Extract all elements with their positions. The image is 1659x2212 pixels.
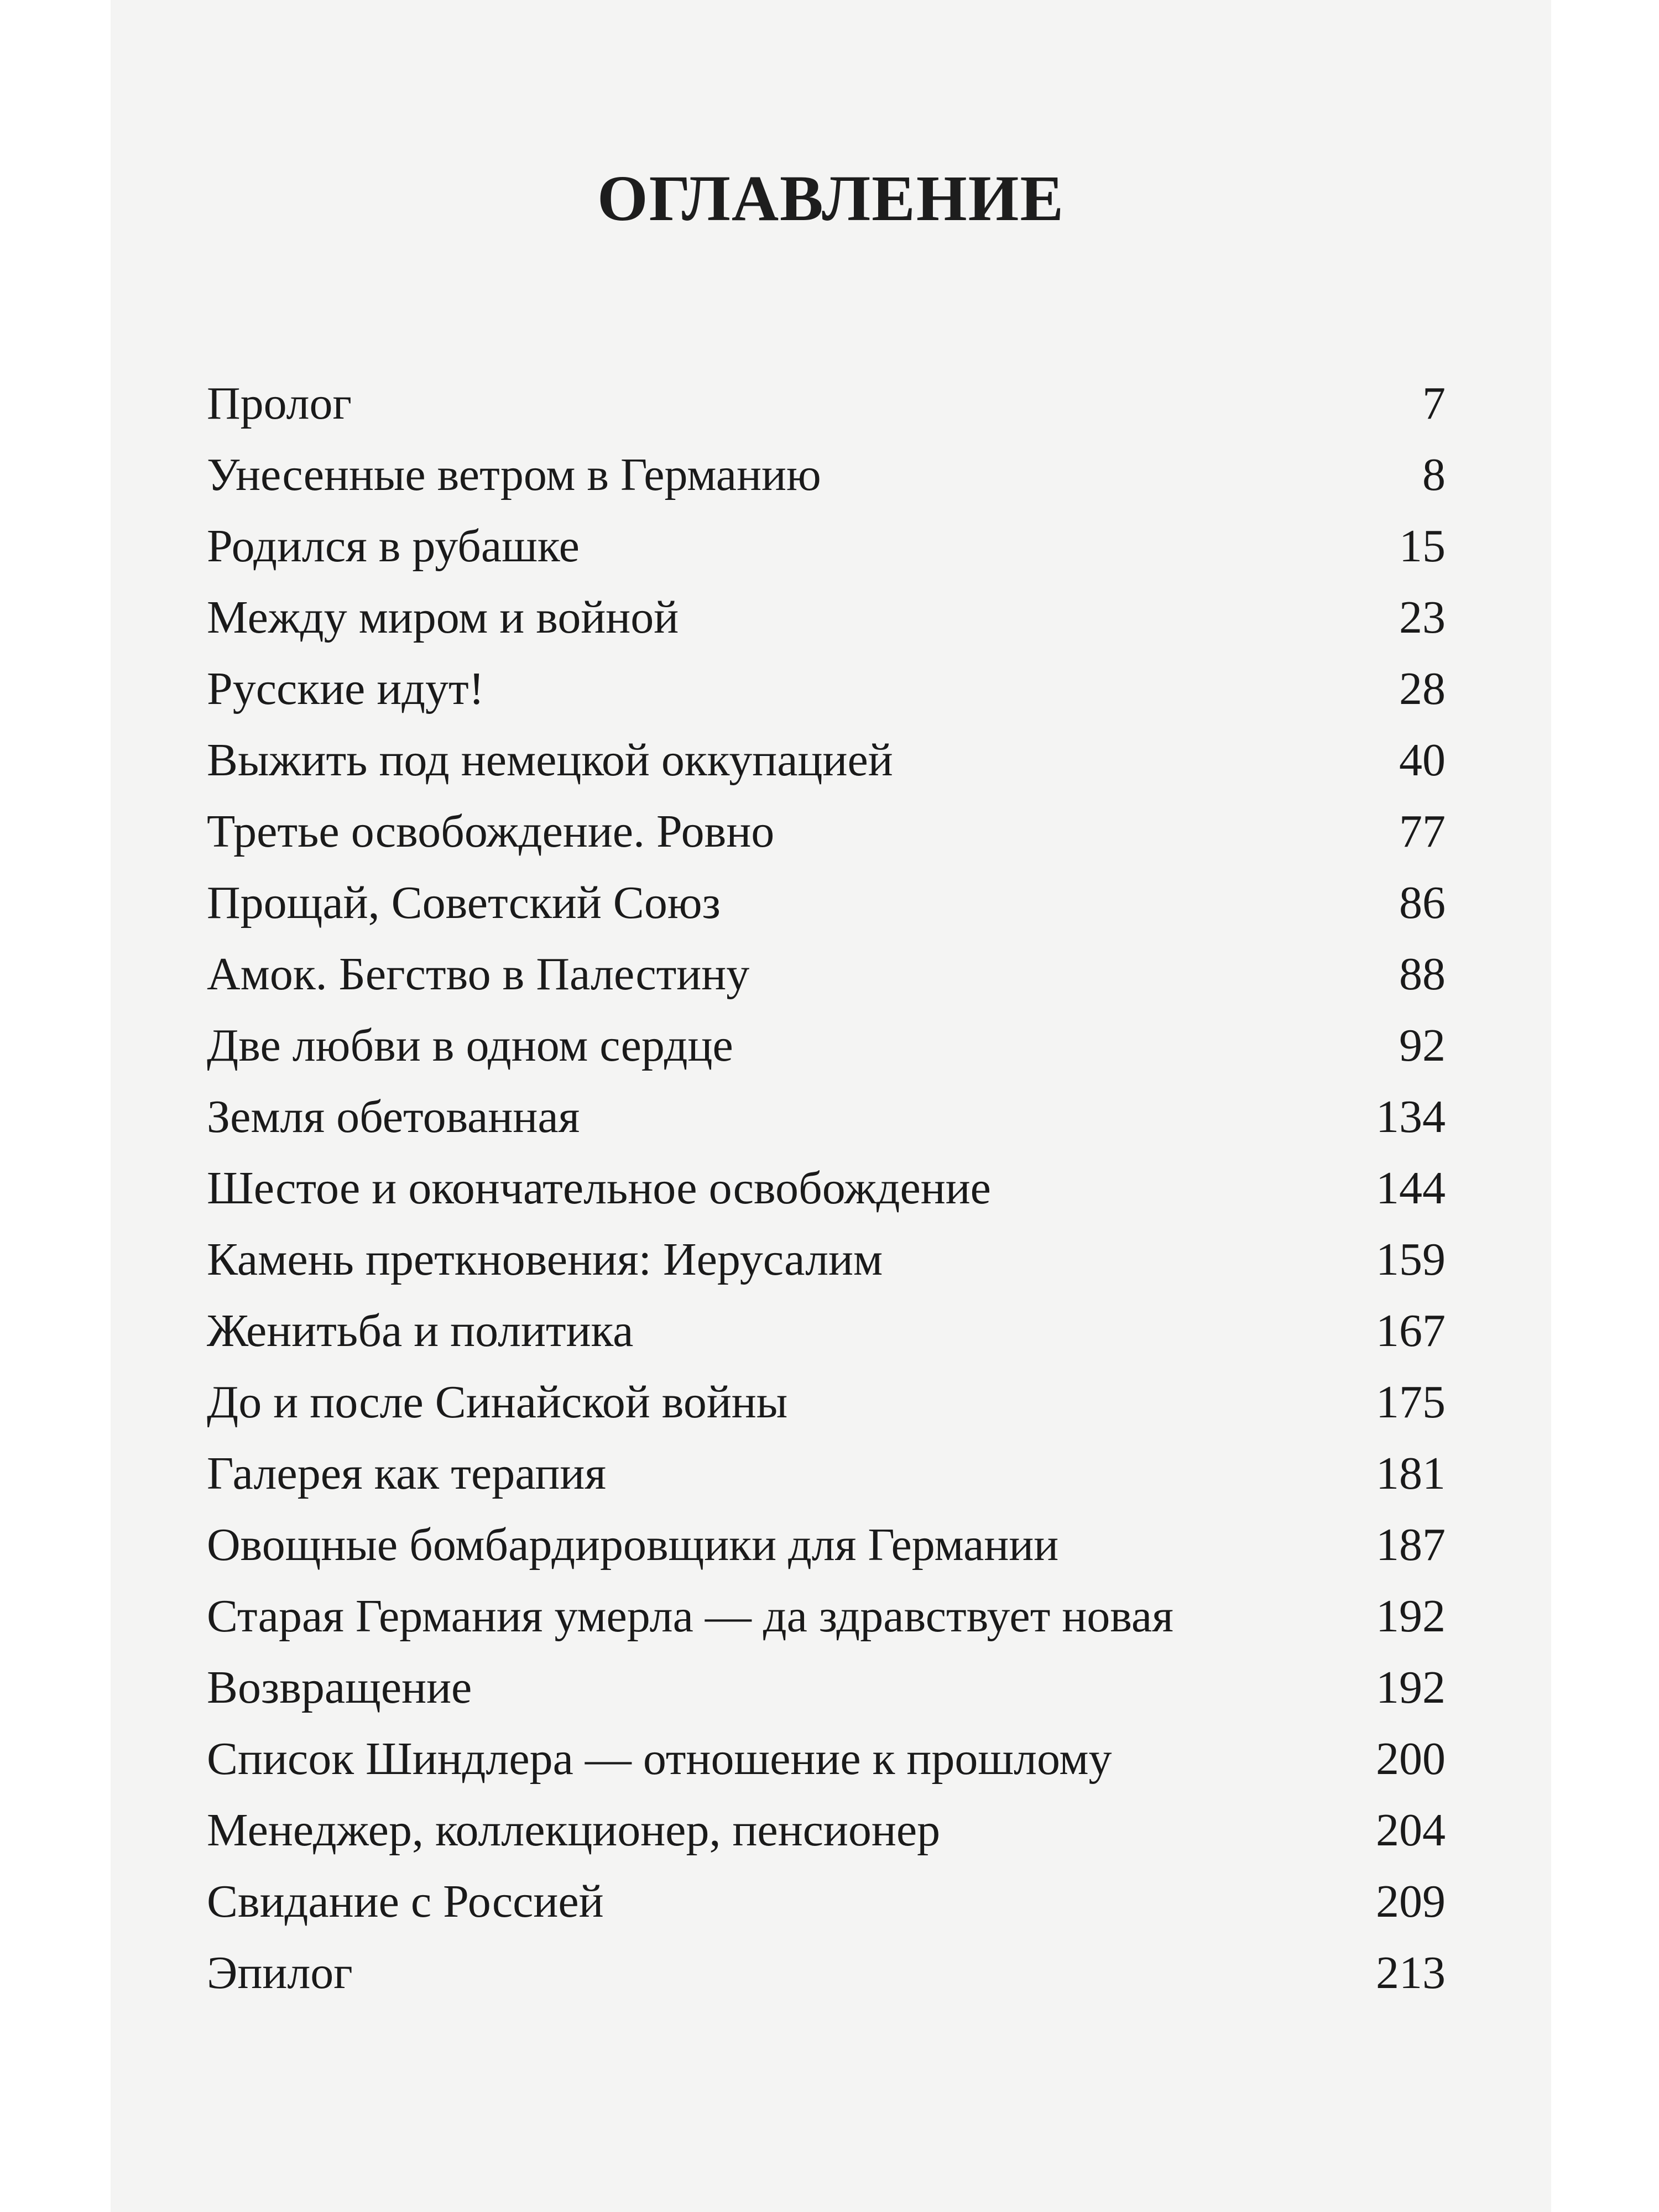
toc-entry-page: 175 xyxy=(1376,1376,1446,1428)
toc-entry xyxy=(207,582,1446,653)
toc-entry-title: Прощай, Советский Союз xyxy=(207,877,721,928)
toc-entry-title: Свидание с Россией xyxy=(207,1876,604,1927)
toc-entry-title: Эпилог xyxy=(207,1947,353,1999)
toc-entry-page: 187 xyxy=(1376,1519,1446,1571)
toc-entry xyxy=(207,439,1446,510)
toc-entry xyxy=(207,1366,1446,1438)
toc-entry xyxy=(207,938,1446,1010)
toc-entry-page: 192 xyxy=(1376,1662,1446,1713)
page-title: ОГЛАВЛЕНИЕ xyxy=(597,162,1065,234)
toc-entry-page: 88 xyxy=(1399,948,1446,1000)
toc-entry-page: 86 xyxy=(1399,877,1446,928)
toc-entry-title: Земля обетованная xyxy=(207,1091,580,1142)
toc-entry-title: Амок. Бегство в Палестину xyxy=(207,948,750,1000)
toc-entry xyxy=(207,1937,1446,2008)
toc-entry-page: 28 xyxy=(1399,663,1446,714)
toc-entry-page: 8 xyxy=(1422,449,1446,500)
toc-entry-page: 134 xyxy=(1376,1091,1446,1142)
toc-entry-page: 213 xyxy=(1376,1947,1446,1999)
toc-entry-title: До и после Синайской войны xyxy=(207,1376,788,1428)
toc-entry-title: Пролог xyxy=(207,378,352,429)
toc-entry xyxy=(207,1794,1446,1866)
toc-entry-page: 23 xyxy=(1399,592,1446,643)
toc-entry-title: Между миром и войной xyxy=(207,592,679,643)
toc-entry-page: 40 xyxy=(1399,734,1446,786)
toc-entry xyxy=(207,368,1446,439)
toc-entry-page: 209 xyxy=(1376,1876,1446,1927)
toc-entry xyxy=(207,1224,1446,1295)
toc-entry-title: Русские идут! xyxy=(207,663,484,714)
toc-entry-title: Две любви в одном сердце xyxy=(207,1020,733,1071)
toc-entry-page: 167 xyxy=(1376,1305,1446,1357)
toc-entry xyxy=(207,1295,1446,1366)
toc-entry-title: Овощные бомбардировщики для Германии xyxy=(207,1519,1059,1571)
toc-entry xyxy=(207,1580,1446,1652)
toc-entry-page: 192 xyxy=(1376,1590,1446,1642)
toc-entry-page: 92 xyxy=(1399,1020,1446,1071)
toc-entry-page: 181 xyxy=(1376,1448,1446,1499)
toc-entry-page: 15 xyxy=(1399,520,1446,572)
toc-entry-title: Список Шиндлера — отношение к прошлому xyxy=(207,1733,1112,1785)
toc-entry xyxy=(207,1010,1446,1081)
toc-entry xyxy=(207,1152,1446,1224)
toc-entry-title: Камень преткновения: Иерусалим xyxy=(207,1234,883,1285)
toc-entry-page: 77 xyxy=(1399,806,1446,857)
toc-entry xyxy=(207,724,1446,796)
toc-entry xyxy=(207,796,1446,867)
toc-entry-page: 7 xyxy=(1422,378,1446,429)
toc-entry xyxy=(207,1652,1446,1723)
toc-entry-title: Родился в рубашке xyxy=(207,520,580,572)
toc-entry-title: Третье освобождение. Ровно xyxy=(207,806,775,857)
toc-entry-title: Старая Германия умерла — да здравствует новая xyxy=(207,1590,1173,1642)
toc-entry xyxy=(207,1509,1446,1580)
toc-entry-title: Возвращение xyxy=(207,1662,472,1713)
toc-entry-title: Женитьба и политика xyxy=(207,1305,634,1357)
book-page xyxy=(111,0,1551,2212)
toc-entry-title: Галерея как терапия xyxy=(207,1448,606,1499)
toc-entry-title: Выжить под немецкой оккупацией xyxy=(207,734,893,786)
toc-entry xyxy=(207,1438,1446,1509)
table-of-contents xyxy=(207,368,1446,2008)
toc-entry-title: Менеджер, коллекционер, пенсионер xyxy=(207,1804,941,1856)
toc-entry xyxy=(207,1081,1446,1152)
toc-entry xyxy=(207,653,1446,724)
toc-entry xyxy=(207,867,1446,938)
toc-entry-page: 204 xyxy=(1376,1804,1446,1856)
toc-entry-title: Шестое и окончательное освобождение xyxy=(207,1162,991,1214)
toc-entry-page: 200 xyxy=(1376,1733,1446,1785)
toc-entry-title: Унесенные ветром в Германию xyxy=(207,449,821,500)
toc-entry-page: 159 xyxy=(1376,1234,1446,1285)
toc-entry xyxy=(207,1866,1446,1937)
toc-entry xyxy=(207,510,1446,582)
toc-entry xyxy=(207,1723,1446,1794)
toc-entry-page: 144 xyxy=(1376,1162,1446,1214)
